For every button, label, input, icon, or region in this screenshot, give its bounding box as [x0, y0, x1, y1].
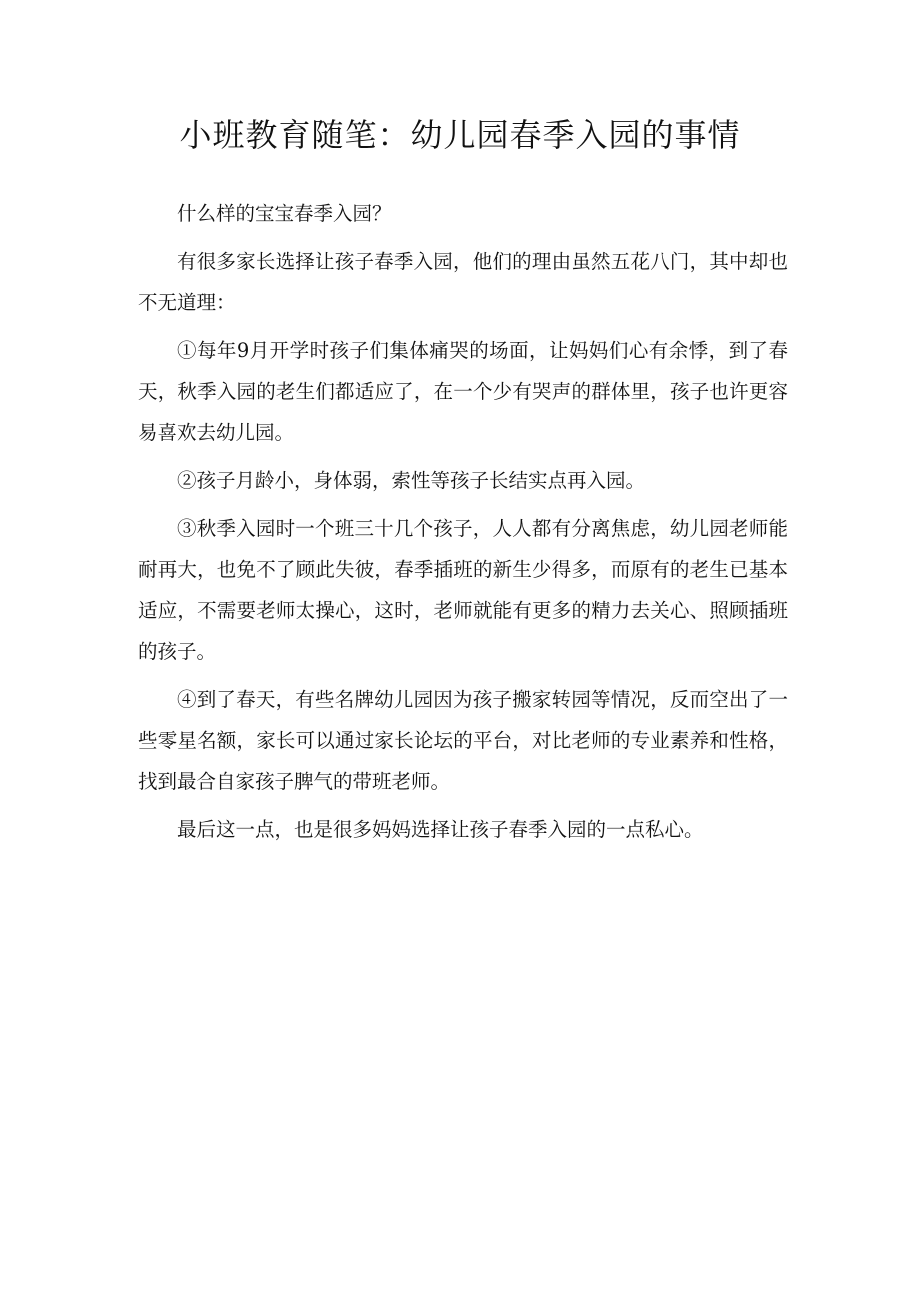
paragraph-reason-1: ①每年9月开学时孩子们集体痛哭的场面，让妈妈们心有余悸，到了春天，秋季入园的老生们都适应了，在一个少有哭声的群体里，孩子也许更容易喜欢去幼儿园。	[138, 339, 788, 444]
paragraph-reason-2: ②孩子月龄小，身体弱，索性等孩子长结实点再入园。	[177, 469, 646, 492]
paragraph-intro: 有很多家长选择让孩子春季入园，他们的理由虽然五花八门，其中却也不无道理：	[138, 250, 788, 314]
document-title: 小班教育随笔：幼儿园春季入园的事情	[179, 116, 741, 154]
paragraph-conclusion: 最后这一点，也是很多妈妈选择让孩子春季入园的一点私心。	[177, 818, 704, 841]
paragraph-reason-4: ④到了春天，有些名牌幼儿园因为孩子搬家转园等情况，反而空出了一些零星名额，家长可以通过家长论坛的平台，对比老师的专业素养和性格，找到最合自家孩子脾气的带班老师。	[138, 688, 788, 793]
paragraph-reason-3: ③秋季入园时一个班三十几个孩子，人人都有分离焦虑，幼儿园老师能耐再大，也免不了顾此失彼，春季插班的新生少得多，而原有的老生已基本适应，不需要老师太操心，这时，老师就能有更多的精力去关心、照顾插班的孩子。	[138, 517, 788, 663]
paragraph-question: 什么样的宝宝春季入园？	[177, 202, 392, 225]
document-body	[138, 193, 788, 857]
